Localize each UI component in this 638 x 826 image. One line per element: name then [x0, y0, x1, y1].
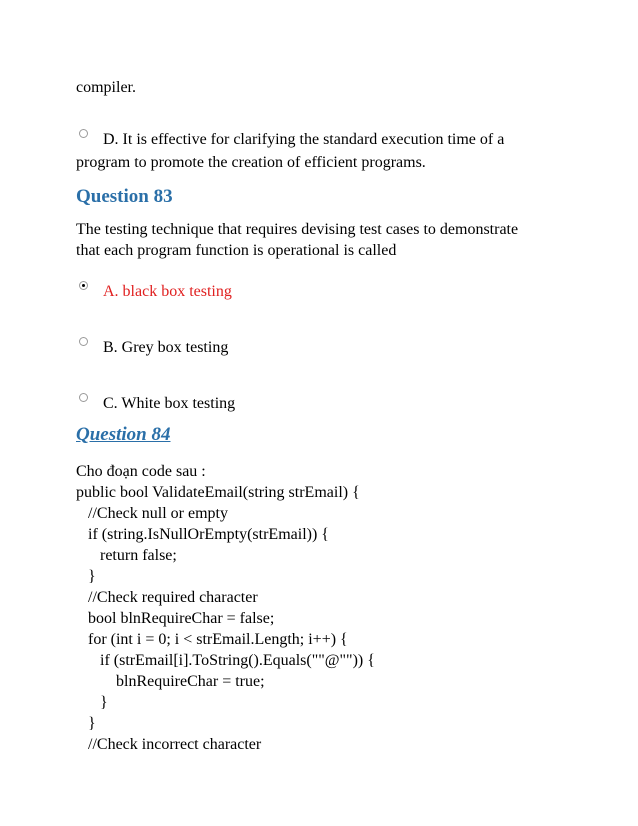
- question-83-option-c-label: C. White box testing: [103, 395, 236, 412]
- radio-unchecked-icon[interactable]: [79, 129, 88, 138]
- code-line: return false;: [76, 547, 177, 564]
- question-83-text-line2: that each program function is operational is called: [76, 242, 397, 259]
- question-83-text-line1: The testing technique that requires devising test cases to demonstrate: [76, 221, 519, 238]
- question-83-title: Question 83: [76, 186, 173, 207]
- code-line: }: [76, 715, 96, 732]
- prev-option-d-line1: D. It is effective for clarifying the standard execution time of a: [103, 131, 505, 148]
- question-83-option-a-label: A. black box testing: [103, 283, 232, 300]
- code-line: blnRequireChar = true;: [76, 673, 265, 690]
- code-line: }: [76, 568, 96, 585]
- code-line: if (string.IsNullOrEmpty(strEmail)) {: [76, 526, 329, 543]
- question-83-option-c[interactable]: [76, 394, 576, 418]
- code-line: //Check required character: [76, 589, 258, 606]
- code-line: //Check null or empty: [76, 505, 228, 522]
- code-line: public bool ValidateEmail(string strEmail) {: [76, 484, 360, 501]
- radio-unchecked-icon[interactable]: [79, 393, 88, 402]
- radio-unchecked-icon[interactable]: [79, 337, 88, 346]
- radio-checked-icon[interactable]: [79, 281, 88, 290]
- code-line: for (int i = 0; i < strEmail.Length; i++) {: [76, 631, 348, 648]
- question-83-option-a[interactable]: [76, 282, 576, 306]
- prev-option-d[interactable]: [76, 130, 576, 154]
- code-line: if (strEmail[i].ToString().Equals(""@"")) {: [76, 652, 375, 669]
- question-83-option-b[interactable]: [76, 338, 576, 362]
- question-84-title: Question 84: [76, 424, 171, 445]
- code-line: //Check incorrect character: [76, 736, 262, 753]
- code-line: bool blnRequireChar = false;: [76, 610, 275, 627]
- question-83-option-b-label: B. Grey box testing: [103, 339, 229, 356]
- code-line: }: [76, 694, 108, 711]
- prev-option-d-line2: program to promote the creation of efficient programs.: [76, 154, 426, 171]
- code-line: Cho đoạn code sau :: [76, 463, 206, 480]
- prev-question-tail: compiler.: [76, 79, 136, 96]
